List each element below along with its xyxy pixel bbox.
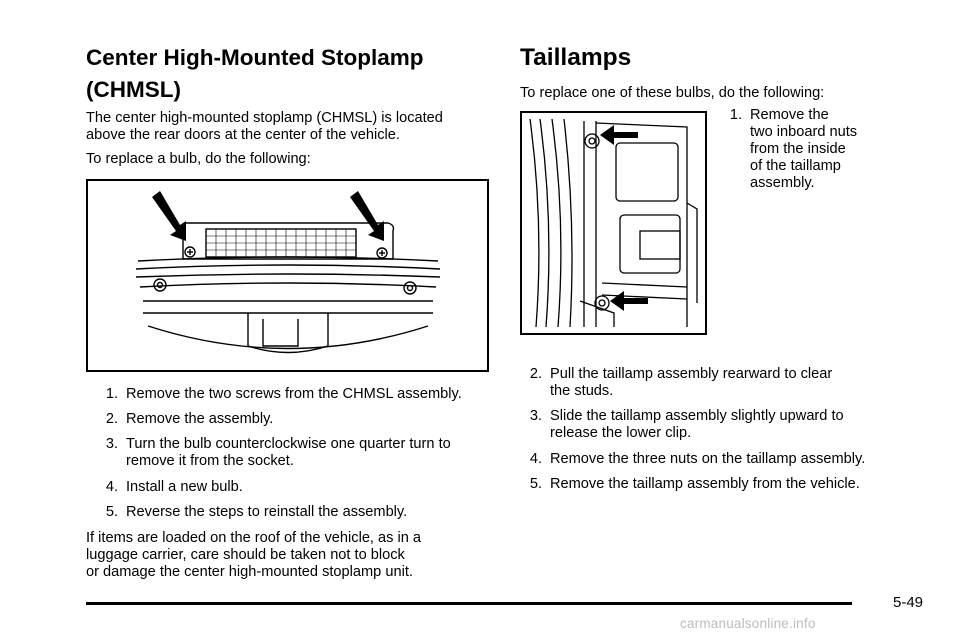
taillamp-diagram [522,113,705,333]
chmsl-title-line1: Center High-Mounted Stoplamp [86,45,424,70]
chmsl-illustration [86,179,489,372]
chmsl-diagram [88,181,487,370]
chmsl-title-line2: (CHMSL) [86,77,181,102]
taillamps-lead: To replace one of these bulbs, do the following: [520,85,825,101]
watermark: carmanualsonline.info [680,616,816,631]
taillamp-illustration [520,111,707,335]
chmsl-intro: The center high-mounted stoplamp (CHMSL) is located above the rear doors at the center of the vehicle. [86,110,443,143]
chmsl-title [86,42,490,106]
taillamps-title: Taillamps [520,44,632,71]
chmsl-closing: If items are loaded on the roof of the vehicle, as in a luggage carrier, care should be taken not to block or damage the center high-mounted stoplamp unit. [86,530,422,580]
footer-rule [86,602,852,605]
page-number: 5-49 [893,594,924,611]
chmsl-lead: To replace a bulb, do the following: [86,151,311,167]
